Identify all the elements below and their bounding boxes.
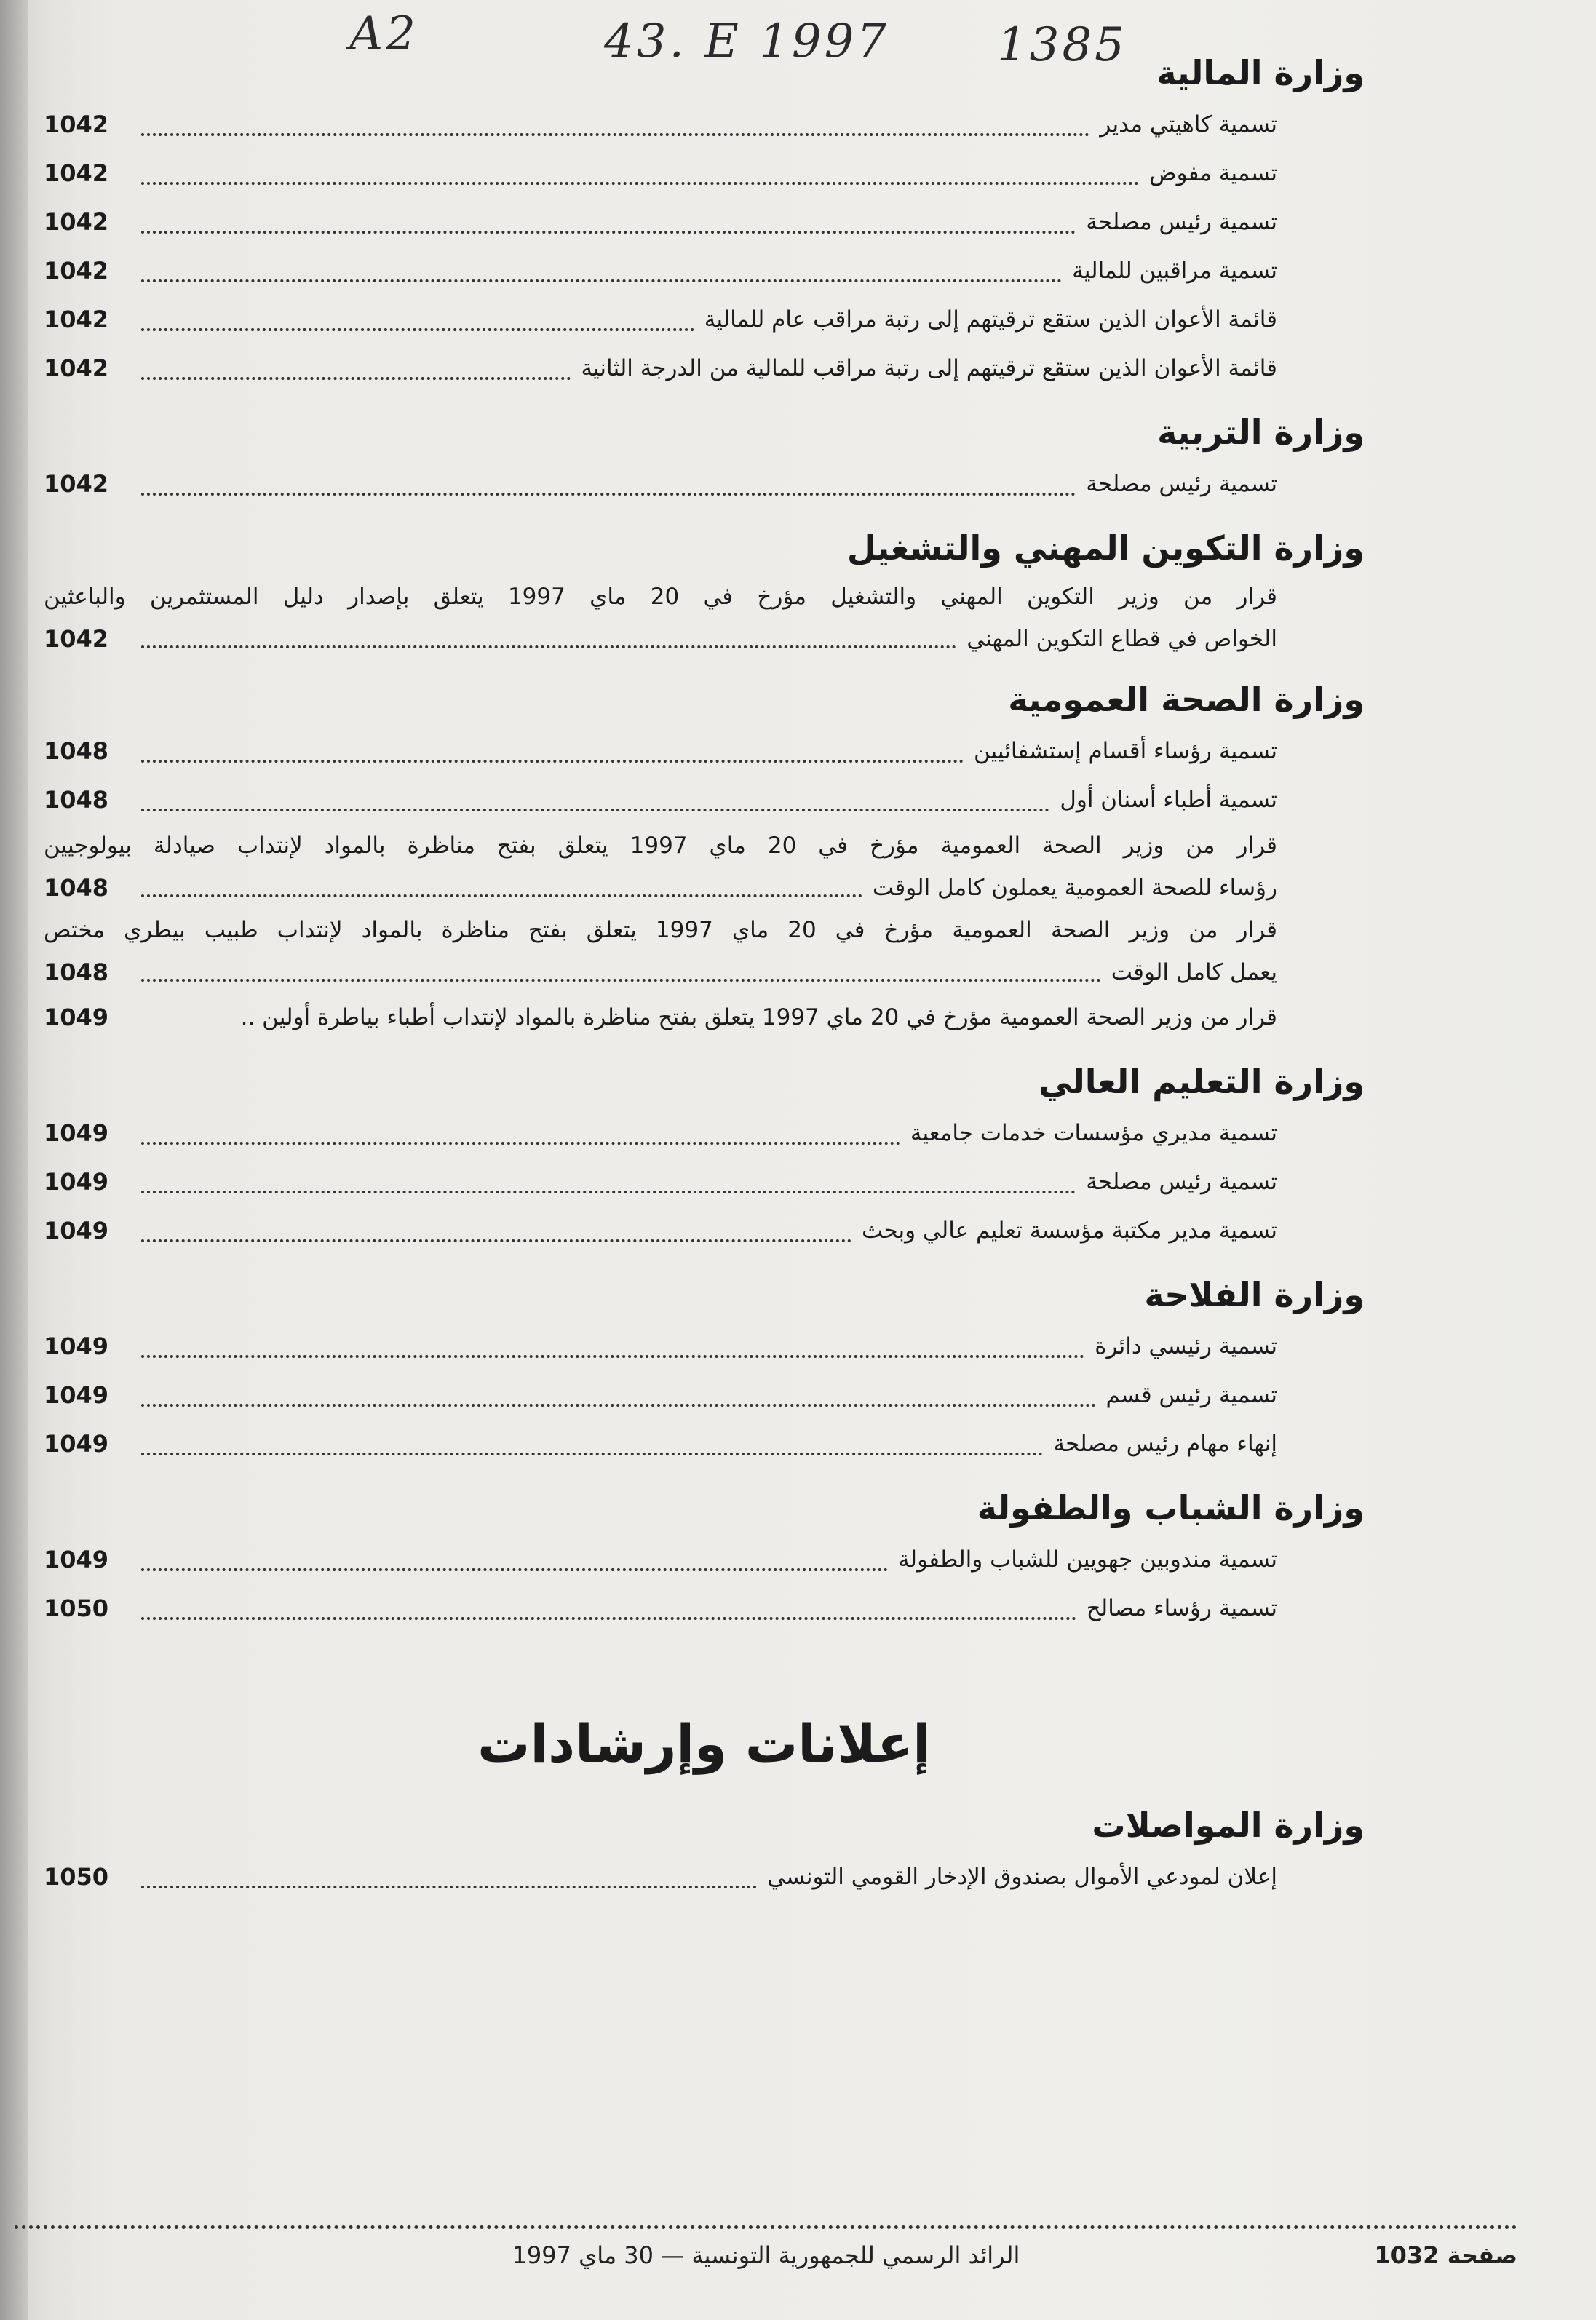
page-number: صفحة 1032 — [1374, 2241, 1517, 2269]
section-title: وزارة الشباب والطفولة — [977, 1488, 1365, 1528]
entry-text: تسمية مدير مكتبة مؤسسة تعليم عالي وبحث — [862, 1217, 1277, 1244]
entry-page: 1050 — [44, 1594, 109, 1622]
toc-entry — [44, 295, 1277, 344]
entry-text: تسمية كاهيتي مدير — [1100, 111, 1277, 138]
dot-leader — [141, 645, 956, 648]
entry-page: 1048 — [44, 958, 109, 986]
entry-text: تسمية رئيس قسم — [1105, 1382, 1277, 1408]
dot-leader — [141, 1191, 1076, 1193]
toc-entry — [44, 1109, 1277, 1158]
section-vocational-training — [44, 526, 1365, 660]
entry-text-line2: الخواص في قطاع التكوين المهني — [966, 626, 1277, 652]
footer-rule — [15, 2225, 1517, 2229]
dot-leader — [141, 760, 964, 763]
section-communications — [44, 1803, 1365, 1902]
entry-text: إنهاء مهام رئيس مصلحة — [1053, 1431, 1277, 1457]
entry-page: 1049 — [44, 1546, 109, 1573]
entry-text: قائمة الأعوان الذين ستقع ترقيتهم إلى رتبة مراقب للمالية من الدرجة الثانية — [581, 355, 1277, 381]
entry-text: تسمية رؤساء أقسام إستشفائيين — [973, 738, 1277, 764]
entry-page: 1049 — [44, 1119, 109, 1147]
toc-entry — [44, 198, 1277, 247]
dot-leader — [141, 182, 1139, 185]
dot-leader — [141, 1886, 757, 1888]
entry-text-line1: قرار من وزير الصحة العمومية مؤرخ في 20 ماي 1997 يتعلق بفتح مناظرة بالمواد لإنتداب صيادلة بيولوجيين — [44, 833, 1277, 859]
toc-entry — [44, 1853, 1277, 1902]
entry-page: 1042 — [44, 354, 109, 382]
handwritten-code: A2 — [349, 7, 418, 61]
entry-page: 1042 — [44, 257, 109, 285]
dot-leader — [141, 1239, 851, 1242]
toc-entry — [44, 460, 1277, 509]
handwritten-date: 43. E 1997 — [604, 15, 890, 68]
entry-page: 1049 — [44, 1430, 109, 1458]
section-public-health — [44, 678, 1365, 1042]
toc-entry — [44, 776, 1277, 825]
dot-leader — [141, 133, 1089, 136]
entry-page: 1049 — [44, 1332, 109, 1360]
entry-text-line1: قرار من وزير التكوين المهني والتشغيل مؤرخ في 20 ماي 1997 يتعلق بإصدار دليل المستثمرين والباعثين — [44, 584, 1278, 610]
section-education — [44, 410, 1365, 509]
entry-line2 — [44, 618, 1277, 660]
entry-page: 1042 — [44, 306, 109, 333]
dot-leader — [141, 1453, 1043, 1455]
dot-leader — [141, 1568, 888, 1571]
toc-entry — [44, 1158, 1277, 1207]
entry-text: تسمية مندوبين جهويين للشباب والطفولة — [898, 1546, 1277, 1573]
toc-long-entry — [44, 576, 1277, 660]
section-title: وزارة المواصلات — [1092, 1805, 1365, 1845]
toc-entry — [44, 1322, 1277, 1371]
scan-edge — [0, 0, 28, 2320]
entry-page: 1048 — [44, 874, 109, 902]
journal-title: الرائد الرسمي للجمهورية التونسية — 30 ماي 1997 — [512, 2241, 1020, 2269]
entry-page: 1042 — [44, 111, 109, 138]
entry-text: تسمية مديري مؤسسات خدمات جامعية — [910, 1120, 1277, 1146]
section-youth-childhood — [44, 1486, 1365, 1633]
dot-leader — [141, 1404, 1096, 1407]
entry-line2 — [44, 867, 1277, 909]
handwritten-number: 1385 — [997, 18, 1127, 72]
toc-entry — [44, 1207, 1277, 1255]
dot-leader — [141, 493, 1076, 496]
section-title: وزارة الصحة العمومية — [1008, 680, 1365, 719]
toc-entry — [44, 149, 1277, 198]
toc-long-entry — [44, 909, 1277, 993]
section-finance — [44, 51, 1365, 393]
table-of-contents — [44, 44, 1365, 1919]
section-title: وزارة التكوين المهني والتشغيل — [846, 528, 1365, 568]
entry-page: 1048 — [44, 786, 109, 814]
entry-text: تسمية رئيس مصلحة — [1086, 471, 1277, 497]
toc-entry — [44, 993, 1277, 1042]
entry-text: تسمية أطباء أسنان أول — [1060, 787, 1277, 813]
entry-text: قائمة الأعوان الذين ستقع ترقيتهم إلى رتبة مراقب عام للمالية — [704, 306, 1277, 333]
section-higher-education — [44, 1060, 1365, 1255]
dot-leader — [141, 1355, 1084, 1358]
page-footer — [15, 2241, 1517, 2285]
toc-entry — [44, 247, 1277, 295]
toc-entry — [44, 344, 1277, 393]
entry-text: إعلان لمودعي الأموال بصندوق الإدخار القومي التونسي — [767, 1864, 1277, 1890]
entry-text: تسمية رؤساء مصالح — [1086, 1595, 1277, 1621]
entry-page: 1049 — [44, 1168, 109, 1196]
entry-text: تسمية مراقبين للمالية — [1072, 258, 1277, 284]
section-title: وزارة التربية — [1157, 413, 1365, 452]
announcements-title: إعلانات وإرشادات — [477, 1713, 931, 1774]
toc-entry — [44, 1584, 1277, 1633]
entry-page: 1042 — [44, 208, 109, 236]
entry-page: 1049 — [44, 1217, 109, 1244]
entry-text-line2: رؤساء للصحة العمومية يعملون كامل الوقت — [872, 875, 1277, 901]
entry-line2 — [44, 951, 1277, 993]
entry-text: تسمية رئيسي دائرة — [1095, 1333, 1277, 1359]
toc-entry — [44, 1536, 1277, 1584]
toc-entry — [44, 1371, 1277, 1420]
dot-leader — [141, 979, 1101, 982]
section-agriculture — [44, 1273, 1365, 1469]
toc-entry — [44, 727, 1277, 776]
section-title: وزارة التعليم العالي — [1038, 1062, 1365, 1101]
dot-leader — [141, 328, 694, 331]
dot-leader — [141, 809, 1049, 811]
dot-leader — [141, 279, 1062, 282]
dot-leader — [141, 377, 571, 380]
entry-text-line2: يعمل كامل الوقت — [1111, 959, 1277, 985]
entry-text: قرار من وزير الصحة العمومية مؤرخ في 20 ماي 1997 يتعلق بفتح مناظرة بالمواد لإنتداب أطباء بياطرة أولين .. — [240, 1004, 1277, 1030]
dot-leader — [141, 1617, 1076, 1620]
entry-text: تسمية مفوض — [1149, 160, 1277, 186]
section-title: وزارة الفلاحة — [1144, 1275, 1365, 1314]
entry-page: 1049 — [44, 1004, 109, 1031]
entry-page: 1050 — [44, 1863, 109, 1891]
entry-text-line1: قرار من وزير الصحة العمومية مؤرخ في 20 ماي 1997 يتعلق بفتح مناظرة بالمواد لإنتداب طبيب بيطري مختص — [44, 917, 1277, 943]
entry-page: 1042 — [44, 159, 109, 187]
entry-page: 1042 — [44, 625, 109, 653]
toc-entry — [44, 100, 1277, 149]
entry-page: 1049 — [44, 1381, 109, 1409]
toc-entry — [44, 1420, 1277, 1469]
entry-text: تسمية رئيس مصلحة — [1086, 209, 1277, 235]
dot-leader — [141, 1142, 900, 1145]
dot-leader — [141, 231, 1076, 234]
entry-page: 1042 — [44, 470, 109, 498]
toc-long-entry — [44, 825, 1277, 909]
dot-leader — [141, 894, 862, 897]
entry-text: تسمية رئيس مصلحة — [1086, 1169, 1277, 1195]
section-title: وزارة المالية — [1156, 53, 1365, 92]
entry-page: 1048 — [44, 737, 109, 765]
